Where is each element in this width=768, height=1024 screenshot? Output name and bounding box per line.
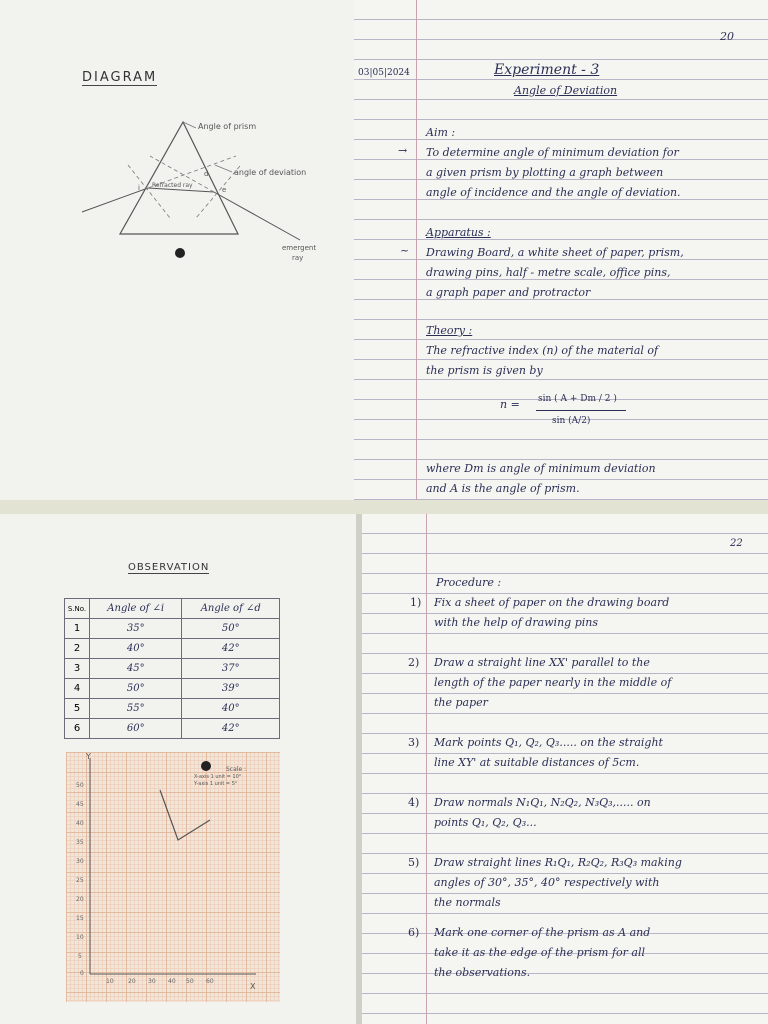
y-tick: 5 [78,953,82,960]
x-tick: 50 [186,978,194,985]
formula-denominator: sin (A/2) [552,416,591,426]
step-4-number: 4) [408,796,420,809]
formula-numerator: sin ( A + Dm / 2 ) [538,394,617,404]
observation-table [64,598,280,739]
step-5-number: 5) [408,856,420,869]
aim-line-1: To determine angle of minimum deviation for [426,146,679,159]
theory-heading: Theory : [426,324,473,337]
header-angle-i: Angle of ∠i [90,599,182,619]
deviation-curve [160,790,210,840]
formula-lhs: n = [500,398,520,411]
step-1-line-1: Fix a sheet of paper on the drawing board [434,596,670,609]
arrow-bullet: → [398,144,408,157]
y-tick: 15 [76,915,84,922]
cell-angle-d: 40° [182,699,280,719]
leader-deviation [215,165,232,172]
binding-gutter [0,500,768,514]
label-d: d [204,170,209,178]
experiment-title: Experiment - 3 [494,62,600,78]
x-tick: 20 [128,978,136,985]
label-e: e [222,186,227,194]
cell-sno: 5 [65,699,90,719]
pin-hole [175,248,185,258]
step-1-number: 1) [410,596,422,609]
x-tick: 30 [148,978,156,985]
cell-sno: 4 [65,679,90,699]
margin-line [426,514,427,1024]
step-6-number: 6) [408,926,420,939]
label-emergent: emergent [282,244,317,252]
pin-hole [201,761,211,771]
y-tick: 50 [76,782,84,789]
table-row [65,639,280,659]
dash-bullet: ~ [400,244,410,257]
y-axis-label: Y [86,752,91,761]
step-3-line-1: Mark points Q₁, Q₂, Q₃..... on the straight [434,736,663,749]
page-number: 22 [730,538,743,549]
aim-line-3: angle of incidence and the angle of deviation. [426,186,681,199]
label-refracted-ray: Refracted ray [152,182,193,189]
cell-angle-d: 42° [182,719,280,739]
step-2-line-3: the paper [434,696,488,709]
cell-angle-d: 50° [182,619,280,639]
emergent-ray [214,192,300,240]
page-procedure [362,514,768,1024]
x-axis-label: X [250,982,256,991]
graph-scale-y: Y-axis 1 unit = 5° [194,781,238,787]
apparatus-line-2: drawing pins, half - metre scale, office pins, [426,266,671,279]
step-2-number: 2) [408,656,420,669]
theory-line-2: the prism is given by [426,364,543,377]
cell-angle-i: 60° [90,719,182,739]
step-2-line-1: Draw a straight line XX' parallel to the [434,656,650,669]
observation-heading: OBSERVATION [128,562,210,573]
cell-sno: 6 [65,719,90,739]
experiment-subtitle: Angle of Deviation [514,84,618,97]
header-sno: S.No. [65,599,90,619]
y-tick: 10 [76,934,84,941]
step-3-line-2: line XY' at suitable distances of 5cm. [434,756,640,769]
step-6-line-2: take it as the edge of the prism for all [434,946,646,959]
step-4-line-1: Draw normals N₁Q₁, N₂Q₂, N₃Q₃,..... on [434,796,651,809]
margin-line [416,0,417,506]
step-6-line-3: the observations. [434,966,531,979]
diagram-heading: DIAGRAM [82,70,158,85]
y-tick: 40 [76,820,84,827]
x-tick: 10 [106,978,114,985]
apparatus-line-3: a graph paper and protractor [426,286,591,299]
page-experiment [354,0,768,506]
table-row [65,699,280,719]
step-4-line-2: points Q₁, Q₂, Q₃... [434,816,537,829]
table-row [65,679,280,699]
page-diagram [0,0,354,500]
where-line-2: and A is the angle of prism. [426,482,580,495]
step-5-line-3: the normals [434,896,501,909]
cell-angle-i: 55° [90,699,182,719]
step-2-line-2: length of the paper nearly in the middle of [434,676,672,689]
step-1-line-2: with the help of drawing pins [434,616,598,629]
y-tick: 45 [76,801,84,808]
apparatus-heading: Apparatus : [426,226,491,239]
where-line-1: where Dm is angle of minimum deviation [426,462,656,475]
step-5-line-1: Draw straight lines R₁Q₁, R₂Q₂, R₃Q₃ making [434,856,682,869]
procedure-heading: Procedure : [436,576,502,589]
date: 03|05|2024 [358,68,410,78]
cell-angle-d: 37° [182,659,280,679]
table-header-row [65,599,280,619]
label-i: i [138,184,140,192]
label-angle-deviation: angle of deviation [234,168,307,177]
cell-sno: 3 [65,659,90,679]
header-angle-d: Angle of ∠d [182,599,280,619]
graph-scale-title: Scale : [226,766,247,773]
cell-angle-i: 35° [90,619,182,639]
x-tick: 40 [168,978,176,985]
cell-angle-i: 40° [90,639,182,659]
table-row [65,719,280,739]
y-tick: 20 [76,896,84,903]
cell-angle-d: 39° [182,679,280,699]
y-tick: 0 [80,970,84,977]
x-tick: 60 [206,978,214,985]
table-row [65,619,280,639]
aim-heading: Aim : [426,126,456,139]
cell-sno: 2 [65,639,90,659]
theory-line-1: The refractive index (n) of the material of [426,344,659,357]
graph-paper [66,752,280,1002]
cell-angle-i: 50° [90,679,182,699]
step-3-number: 3) [408,736,420,749]
step-6-line-1: Mark one corner of the prism as A and [434,926,651,939]
aim-line-2: a given prism by plotting a graph between [426,166,664,179]
page-number: 20 [720,30,734,43]
normal-1 [128,165,170,218]
cell-sno: 1 [65,619,90,639]
y-tick: 30 [76,858,84,865]
deviation-graph [66,752,280,1002]
prism-triangle [120,122,238,234]
label-angle-prism: Angle of prism [198,122,257,131]
y-tick: 35 [76,839,84,846]
table-row [65,659,280,679]
graph-scale-x: X-axis 1 unit = 10° [194,774,242,780]
formula-bar [536,410,626,411]
apparatus-line-1: Drawing Board, a white sheet of paper, prism, [426,246,684,259]
y-tick: 25 [76,877,84,884]
cell-angle-d: 42° [182,639,280,659]
label-ray: ray [292,254,304,262]
cell-angle-i: 45° [90,659,182,679]
step-5-line-2: angles of 30°, 35°, 40° respectively with [434,876,660,889]
